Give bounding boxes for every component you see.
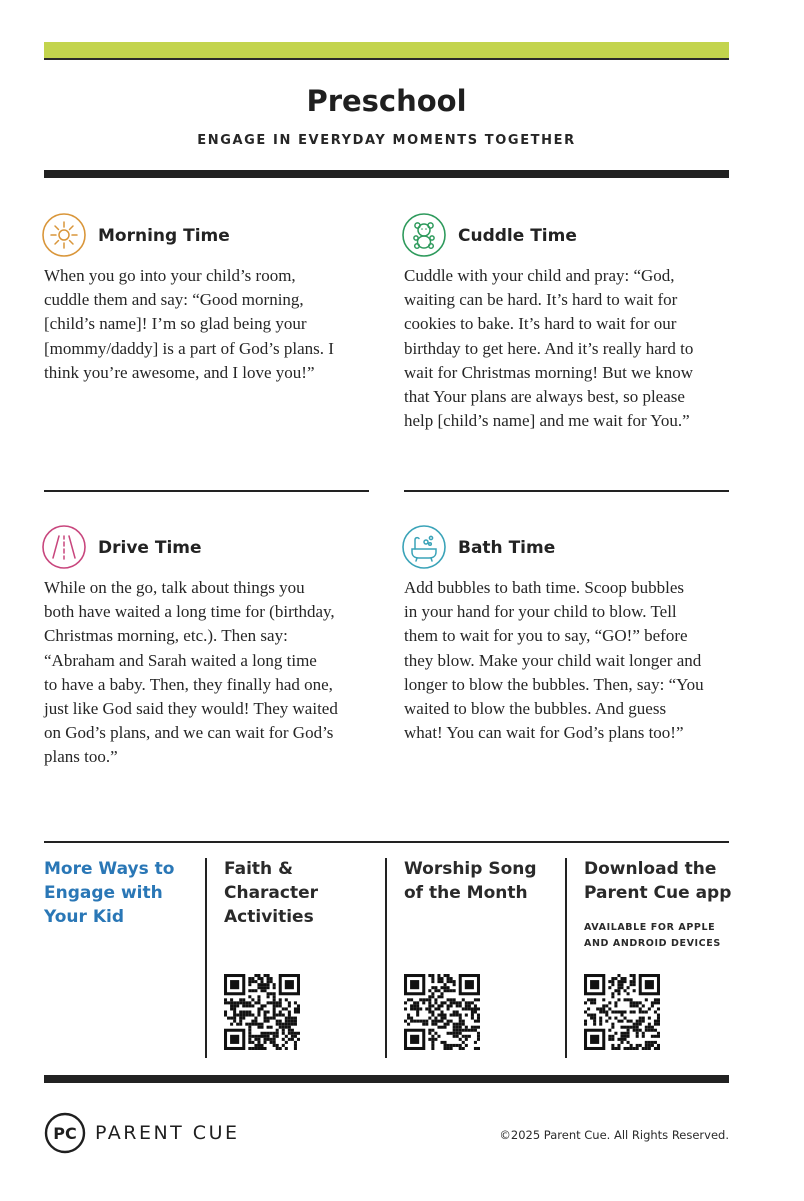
heading-line: Character xyxy=(224,883,319,903)
svg-text:PC: PC xyxy=(53,1124,77,1143)
section-divider-left xyxy=(44,490,369,492)
faith-activities-heading xyxy=(224,857,318,929)
teddy-bear-icon xyxy=(402,213,446,257)
availability-note xyxy=(584,920,721,952)
section-title-bath: Bath Time xyxy=(458,538,556,558)
bathtub-icon xyxy=(402,525,446,569)
header-divider xyxy=(44,170,729,178)
body-line: what! You can wait for God’s plans too!” xyxy=(404,723,684,743)
heading-line: Engage with xyxy=(44,883,163,903)
heading-line: Worship Song xyxy=(404,859,537,879)
body-line: When you go into your child’s room, xyxy=(44,266,296,285)
body-line: cuddle them and say: “Good morning, xyxy=(44,290,304,310)
section-title-morning: Morning Time xyxy=(98,226,230,246)
section-body-drive xyxy=(44,576,374,770)
body-line: longer to blow the bubbles. Then, say: “You xyxy=(404,674,704,694)
body-line: [mommy/daddy] is a part of God’s plans. I xyxy=(44,338,334,358)
note-line: AND ANDROID DEVICES xyxy=(584,938,721,949)
body-line: Christmas morning, etc.). Then say: xyxy=(44,626,288,646)
body-line: that Your plans are always best, so please xyxy=(404,387,685,407)
body-line: birthday to get here. And it’s really hard to xyxy=(404,338,694,358)
cuddle-time-section xyxy=(402,213,446,262)
morning-time-section xyxy=(42,213,86,262)
section-title-cuddle: Cuddle Time xyxy=(458,226,577,246)
download-app-heading xyxy=(584,857,731,905)
bath-time-section xyxy=(402,525,446,574)
column-separator xyxy=(565,858,567,1058)
page-title: Preschool xyxy=(306,84,467,118)
body-line: to have a baby. Then, they finally had one, xyxy=(44,674,333,694)
footer-bottom-divider xyxy=(44,1075,729,1083)
body-line: in your hand for your child to blow. Tell xyxy=(404,602,677,622)
heading-line: of the Month xyxy=(404,883,528,903)
body-line: them to wait for you to say, “GO!” before xyxy=(404,626,688,646)
body-line: help [child’s name] and me wait for You.” xyxy=(404,411,690,431)
copyright-text: ©2025 Parent Cue. All Rights Reserved. xyxy=(499,1128,729,1142)
body-line: on God’s plans, and we can wait for God’s xyxy=(44,723,334,743)
body-line: [child’s name]! I’m so glad being your xyxy=(44,314,307,334)
heading-line: Parent Cue app xyxy=(584,883,732,903)
footer-top-divider xyxy=(44,841,729,843)
section-title-drive: Drive Time xyxy=(98,538,202,558)
body-line: they blow. Make your child wait longer and xyxy=(404,650,702,670)
body-line: Add bubbles to bath time. Scoop bubbles xyxy=(404,578,685,597)
body-line: cookies to bake. It’s hard to wait for our xyxy=(404,314,677,334)
section-body-bath xyxy=(404,576,734,745)
body-line: just like God said they would! They waited xyxy=(44,699,338,719)
brand-name: PARENT CUE xyxy=(95,1122,240,1144)
column-separator xyxy=(205,858,207,1058)
road-icon xyxy=(42,525,86,569)
body-line: “Abraham and Sarah waited a long time xyxy=(44,650,317,670)
accent-top-bar xyxy=(44,42,729,60)
qr-code-icon[interactable] xyxy=(404,974,480,1050)
body-line: Cuddle with your child and pray: “God, xyxy=(404,266,675,285)
section-body-cuddle xyxy=(404,264,734,433)
page-subtitle: ENGAGE IN EVERYDAY MOMENTS TOGETHER xyxy=(197,133,576,148)
body-line: wait for Christmas morning! But we know xyxy=(404,362,693,382)
more-ways-heading xyxy=(44,857,174,929)
qr-code-icon[interactable] xyxy=(584,974,660,1050)
section-divider-right xyxy=(404,490,729,492)
drive-time-section xyxy=(42,525,86,574)
body-line: think you’re awesome, and I love you!” xyxy=(44,362,315,382)
column-separator xyxy=(385,858,387,1058)
worship-song-heading xyxy=(404,857,537,905)
section-body-morning xyxy=(44,264,374,385)
parent-cue-logo xyxy=(44,1112,86,1154)
body-line: While on the go, talk about things you xyxy=(44,578,305,597)
note-line: AVAILABLE FOR APPLE xyxy=(584,922,716,933)
heading-line: Your Kid xyxy=(44,907,125,927)
body-line: waited to blow the bubbles. And guess xyxy=(404,699,667,719)
body-line: both have waited a long time for (birthday, xyxy=(44,602,335,622)
heading-line: Download the xyxy=(584,859,717,879)
body-line: waiting can be hard. It’s hard to wait for xyxy=(404,290,678,310)
heading-line: Faith & xyxy=(224,859,293,879)
sun-icon xyxy=(42,213,86,257)
heading-line: More Ways to xyxy=(44,859,175,879)
body-line: plans too.” xyxy=(44,747,118,767)
heading-line: Activities xyxy=(224,907,314,927)
qr-code-icon[interactable] xyxy=(224,974,300,1050)
